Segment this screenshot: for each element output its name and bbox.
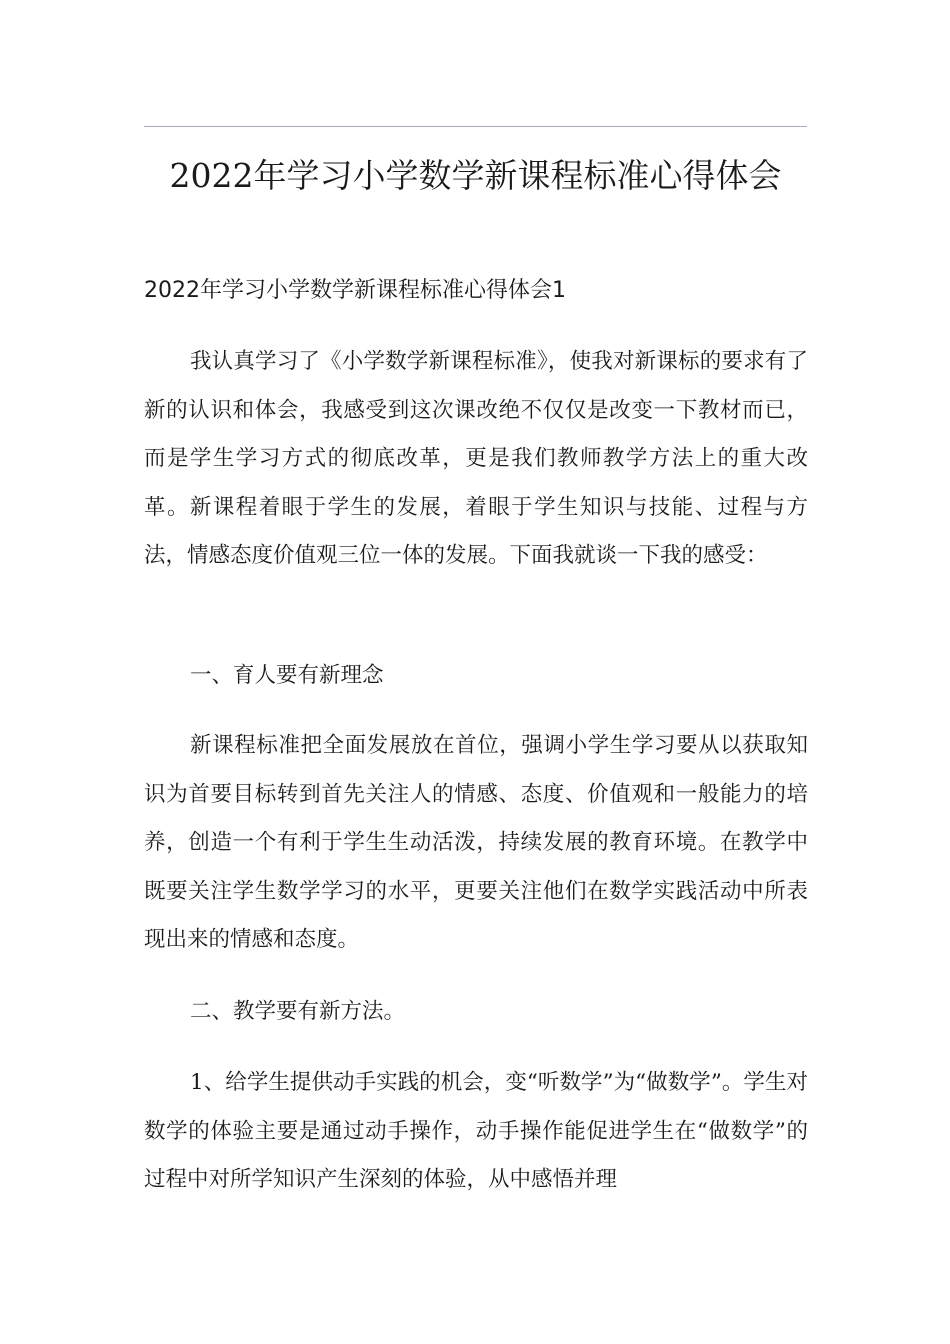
section-subtitle: 2022年学习小学数学新课程标准心得体会1	[144, 278, 566, 303]
document-title: 2022年学习小学数学新课程标准心得体会	[169, 156, 782, 195]
header-rule	[144, 126, 807, 127]
paragraph-one: 新课程标准把全面发展放在首位，强调小学生学习要从以获取知识为首要目标转到首先关注人的情感、态度、价值观和一般能力的培养，创造一个有利于学生生动活泼，持续发展的教育环境。在教学中既要关注学生数学学习的水平，更要关注他们在数学实践活动中所表现出来的情感和态度。	[144, 733, 808, 952]
paragraph-intro: 我认真学习了《小学数学新课程标准》，使我对新课标的要求有了新的认识和体会，我感受到这次课改绝不仅仅是改变一下教材而已，而是学生学习方式的彻底改革，更是我们教师教学方法上的重大改革。新课程着眼于学生的发展，着眼于学生知识与技能、过程与方法，情感态度价值观三位一体的发展。下面我就谈一下我的感受：	[144, 349, 808, 568]
paragraph-two: 1、给学生提供动手实践的机会，变“听数学”为“做数学”。学生对数学的体验主要是通过动手操作，动手操作能促进学生在“做数学”的过程中对所学知识产生深刻的体验，从中感悟并理	[144, 1070, 808, 1192]
heading-two: 二、教学要有新方法。	[190, 999, 406, 1024]
heading-one: 一、育人要有新理念	[190, 663, 384, 688]
